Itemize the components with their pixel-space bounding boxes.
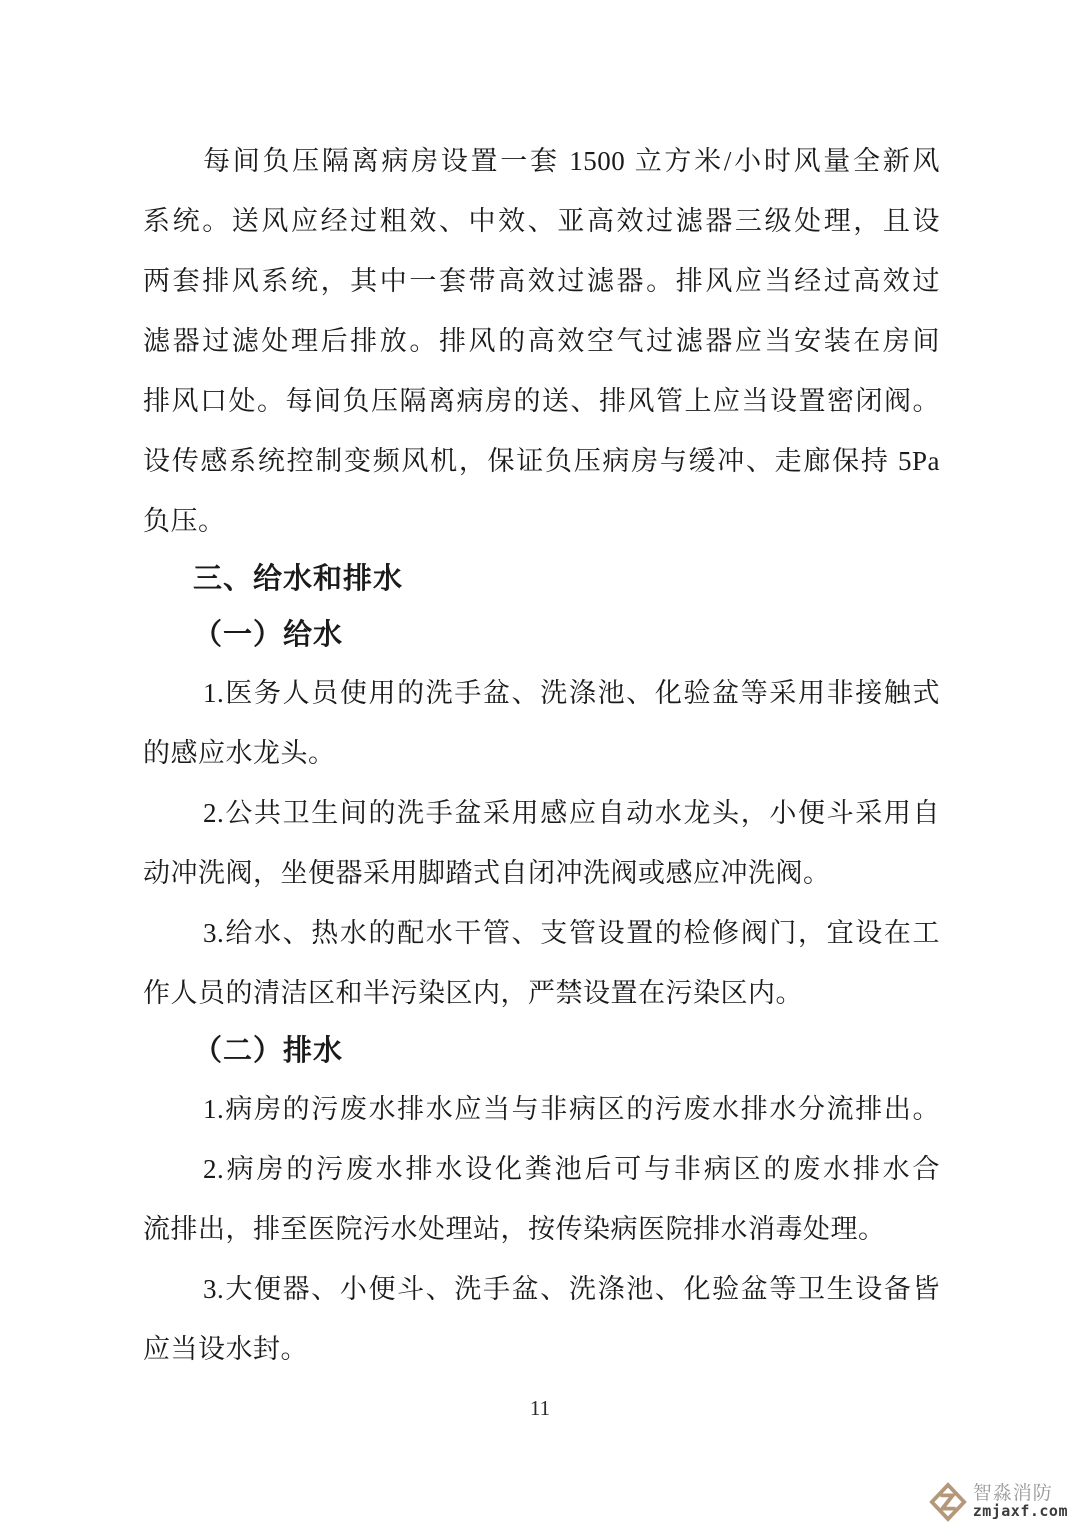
text-line: 应当设水封。 [143,1334,308,1364]
text-line: 3.给水、热水的配水干管、支管设置的检修阀门，宜设在工 [203,918,940,948]
text-line: 1.病房的污废水排水应当与非病区的污废水排水分流排出。 [203,1094,940,1124]
page-number: 11 [529,1396,551,1420]
text-line: 的感应水龙头。 [143,738,336,768]
brand-logo-icon [929,1482,967,1522]
brand-name: 智淼消防 [972,1483,1053,1505]
brand-domain: zmjaxf.com [972,1502,1068,1521]
document-body [143,0,940,1379]
section-heading-water-supply-drainage: 三、给水和排水 [193,563,404,595]
text-line: 滤器过滤处理后排放。排风的高效空气过滤器应当安装在房间 [143,326,940,356]
text-line: 流排出，排至医院污水处理站，按传染病医院排水消毒处理。 [143,1214,886,1244]
text-line: 1.医务人员使用的洗手盆、洗涤池、化验盆等采用非接触式 [203,678,940,708]
watermark [929,1482,1068,1522]
text-line: 2.公共卫生间的洗手盆采用感应自动水龙头，小便斗采用自 [203,798,940,828]
text-line: 两套排风系统，其中一套带高效过滤器。排风应当经过高效过 [143,266,940,296]
text-line: 动冲洗阀，坐便器采用脚踏式自闭冲洗阀或感应冲洗阀。 [143,858,831,888]
text-line: 系统。送风应经过粗效、中效、亚高效过滤器三级处理，且设 [143,206,940,236]
text-line: 设传感系统控制变频风机，保证负压病房与缓冲、走廊保持 5Pa [143,446,940,476]
text-line: 2.病房的污废水排水设化粪池后可与非病区的废水排水合 [203,1154,940,1184]
text-line: 排风口处。每间负压隔离病房的送、排风管上应当设置密闭阀。 [143,386,940,416]
subsection-heading-water-supply: （一）给水 [193,619,344,651]
text-line: 作人员的清洁区和半污染区内，严禁设置在污染区内。 [143,978,803,1008]
text-line: 负压。 [143,506,226,536]
text-line: 每间负压隔离病房设置一套 1500 立方米/小时风量全新风 [203,146,940,176]
subsection-heading-drainage: （二）排水 [193,1035,344,1067]
text-line: 3.大便器、小便斗、洗手盆、洗涤池、化验盆等卫生设备皆 [203,1274,940,1304]
